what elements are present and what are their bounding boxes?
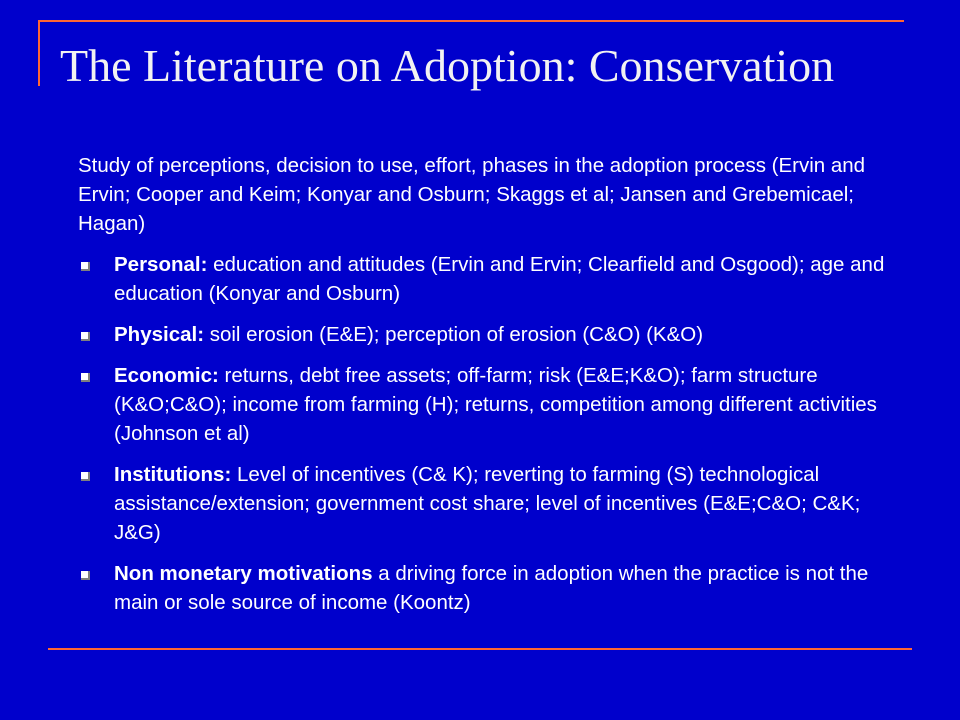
- bullet-non-monetary: [78, 559, 898, 617]
- bullet-text: soil erosion (E&E); perception of erosion (C&O) (K&O): [204, 323, 704, 346]
- bullet-term: Institutions:: [114, 463, 232, 486]
- slide-body: [78, 151, 898, 629]
- bullet-institutions: [78, 460, 898, 547]
- bullet-text: a driving force in adoption when the practice is not the main or sole source of income (Koontz): [114, 562, 869, 614]
- bullet-term: Personal:: [114, 253, 208, 276]
- slide-title: The Literature on Adoption: Conservation: [60, 40, 835, 91]
- bullet-term: Physical:: [114, 323, 205, 346]
- bullet-personal: [78, 250, 898, 308]
- square-bullet-icon: [81, 373, 90, 382]
- intro-paragraph: Study of perceptions, decision to use, effort, phases in the adoption process (Ervin and Ervin; Cooper and Keim; Konyar and Osburn; Skaggs et al; Jansen and Grebemicael; Hagan): [78, 154, 866, 235]
- square-bullet-icon: [81, 262, 90, 271]
- bullet-list: [78, 250, 898, 617]
- bullet-text: Level of incentives (C& K); reverting to farming (S) technological assistance/extension; government cost share; level of incentives (E&E;C&O; C&K; J&G): [114, 463, 861, 544]
- square-bullet-icon: [81, 571, 90, 580]
- bullet-physical: [78, 320, 898, 349]
- square-bullet-icon: [81, 332, 90, 341]
- title-top-rule: [38, 20, 904, 22]
- bullet-text: education and attitudes (Ervin and Ervin; Clearfield and Osgood); age and education (Konyar and Osburn): [114, 253, 885, 305]
- bullet-term: Economic:: [114, 364, 219, 387]
- bullet-economic: [78, 361, 898, 448]
- bullet-term: Non monetary motivations: [114, 562, 373, 585]
- title-left-rule: [38, 20, 40, 86]
- square-bullet-icon: [81, 472, 90, 481]
- footer-rule: [48, 648, 912, 650]
- bullet-text: returns, debt free assets; off-farm; risk (E&E;K&O); farm structure (K&O;C&O); income from farming (H); returns, competition among different activities (Johnson et al): [114, 364, 877, 445]
